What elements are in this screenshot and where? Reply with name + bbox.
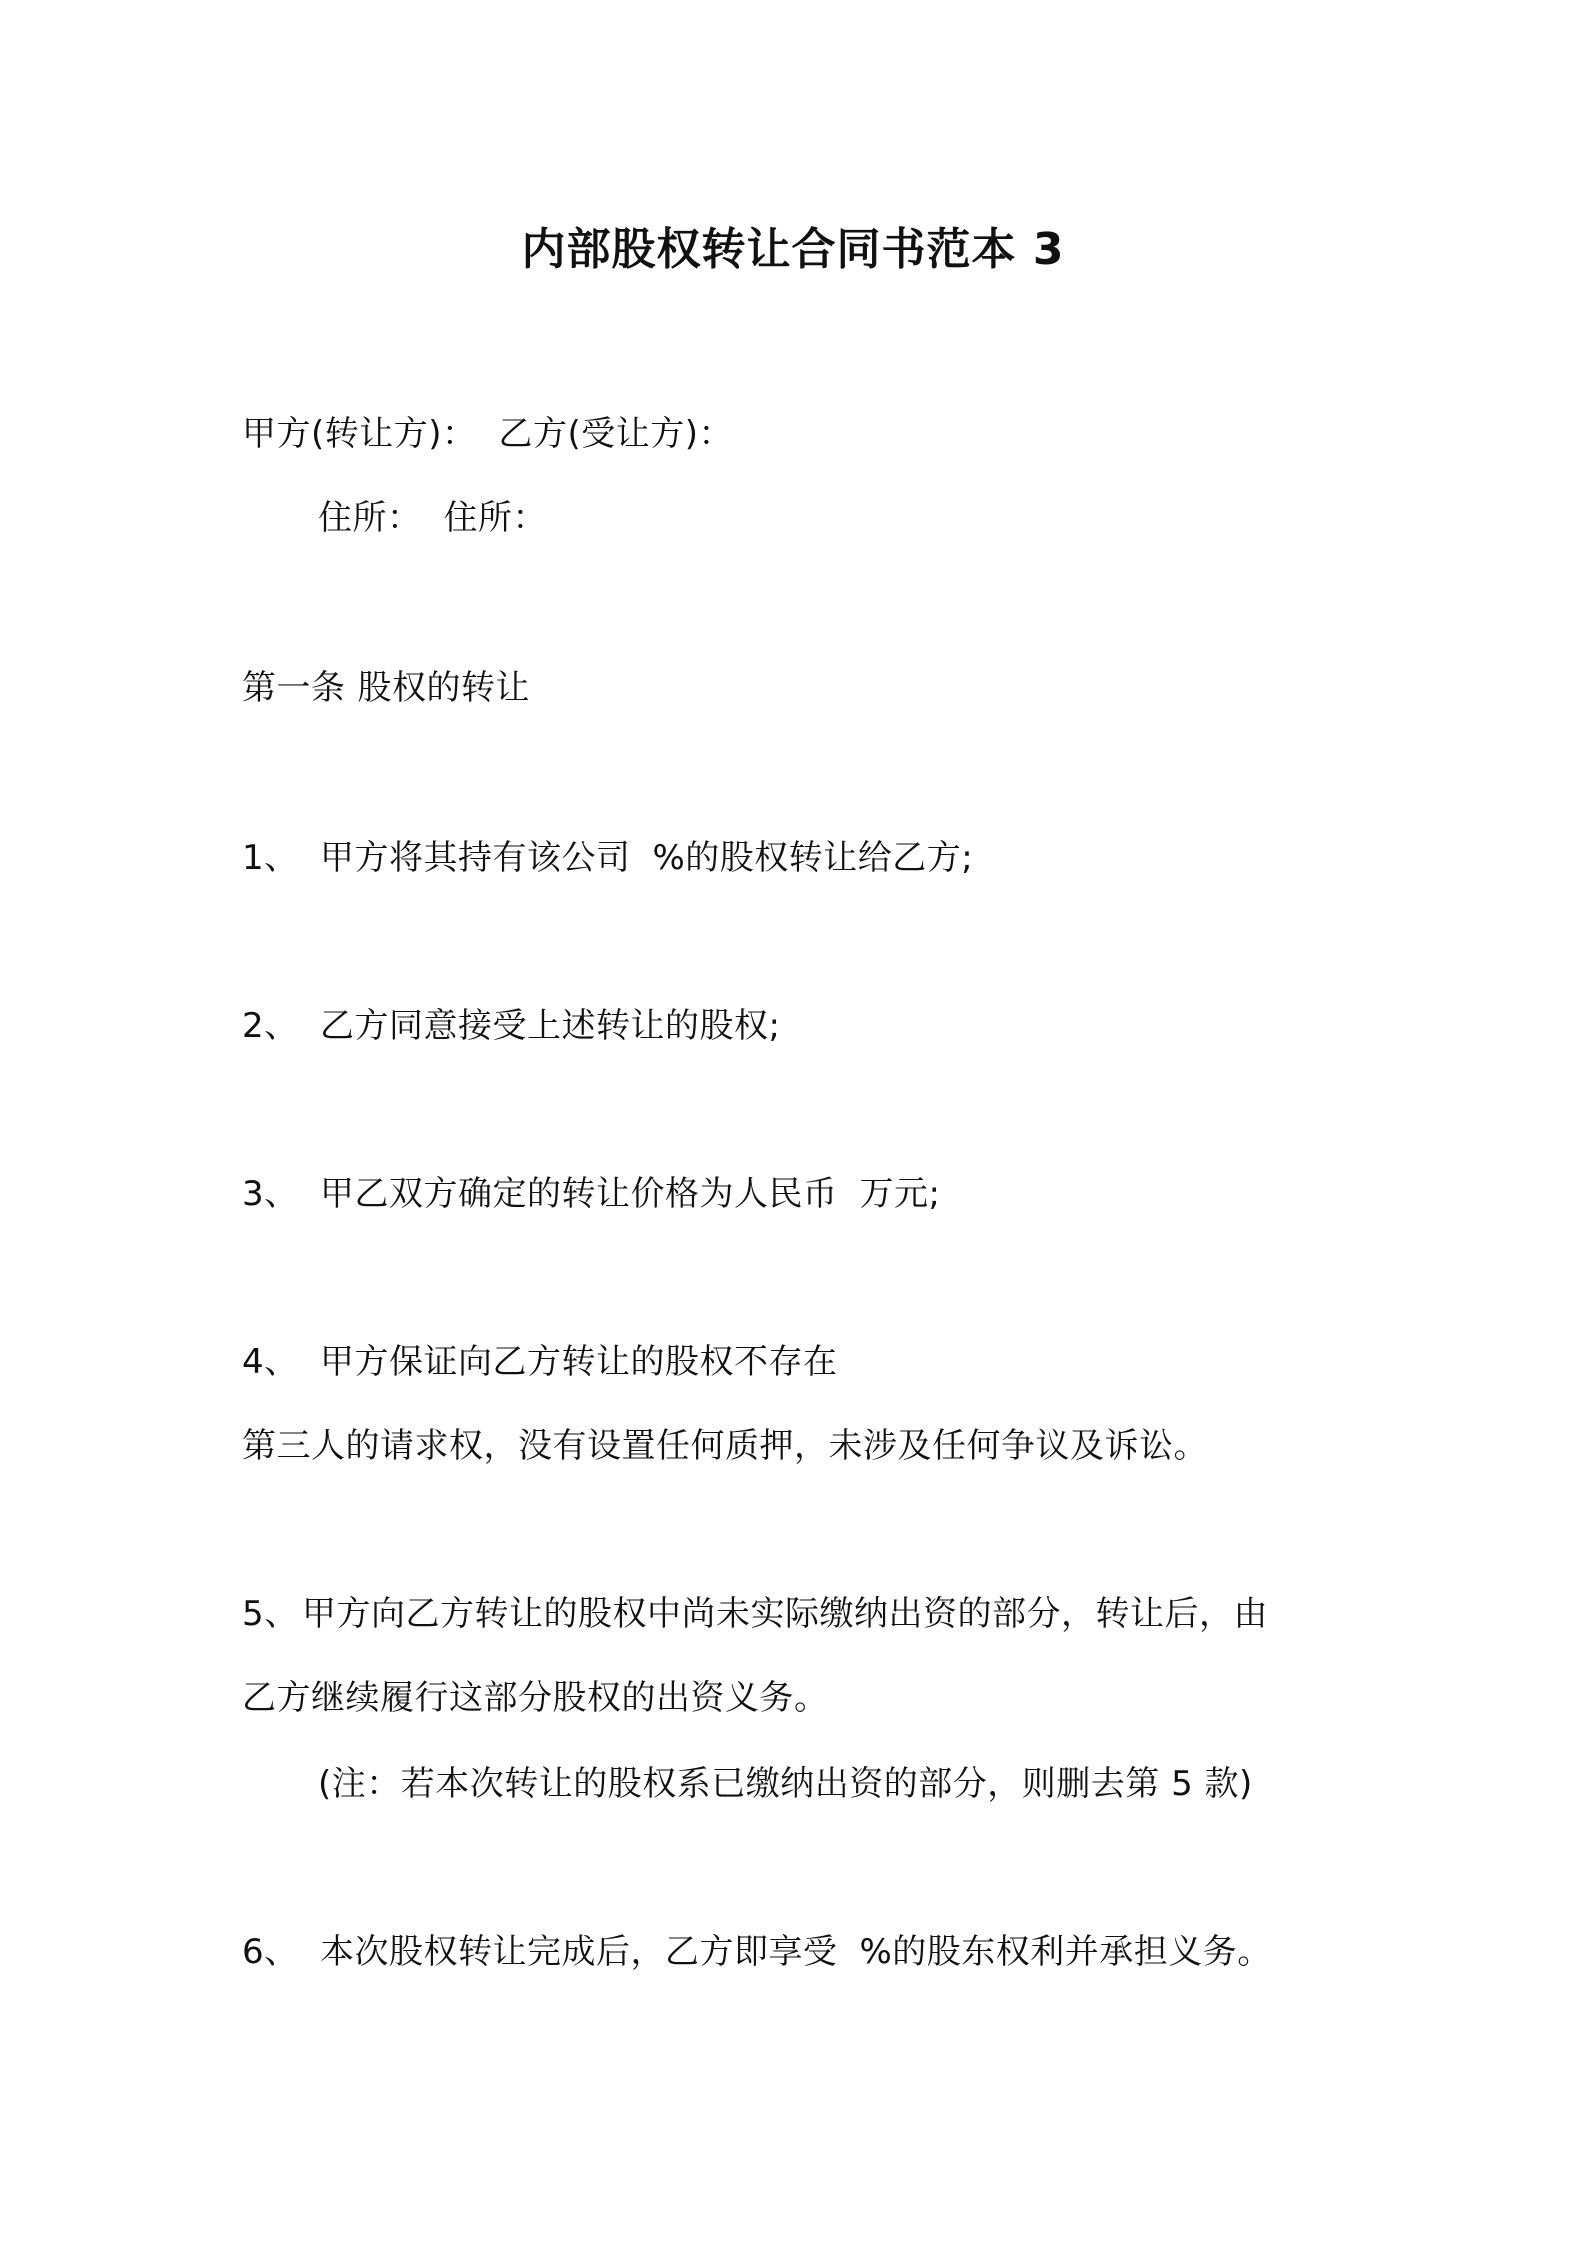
clause-text: 本次股权转让完成后，乙方即享受 (320, 1932, 838, 1972)
clause-text: 乙方同意接受上述转让的股权; (320, 1006, 781, 1046)
clause-4-continuation: 第三人的请求权，没有设置任何质押，未涉及任何争议及诉讼。 (242, 1426, 1208, 1466)
clause-number: 1、 (242, 838, 299, 878)
article-number: 第一条 (242, 668, 346, 708)
clause-3 (242, 1172, 940, 1216)
clause-number: 2、 (242, 1006, 299, 1046)
clause-number: 6、 (242, 1932, 299, 1972)
address-line (318, 496, 547, 540)
clause-1 (242, 836, 973, 880)
clause-number: 3、 (242, 1174, 299, 1214)
clause-4 (242, 1340, 838, 1384)
address-a-label: 住所： (318, 498, 422, 538)
clause-text: %的股东权利并承担义务。 (859, 1932, 1272, 1972)
article-heading (242, 666, 530, 710)
clause-6 (242, 1930, 1272, 1974)
clause-text: 甲乙双方确定的转让价格为人民币 (320, 1174, 838, 1214)
clause-2 (242, 1004, 780, 1048)
clause-text: 甲方保证向乙方转让的股权不存在 (320, 1342, 838, 1382)
party-a-label: 甲方(转让方)： (242, 414, 477, 454)
clause-text: 甲方将其持有该公司 (320, 838, 631, 878)
address-b-label: 住所： (443, 498, 547, 538)
clause-number: 5、 (242, 1594, 299, 1634)
document-title: 内部股权转让合同书范本 3 (521, 224, 1065, 275)
clause-5-continuation: 乙方继续履行这部分股权的出资义务。 (242, 1678, 829, 1718)
party-b-label: 乙方(受让方)： (498, 414, 734, 454)
clause-text: 甲方向乙方转让的股权中尚未实际缴纳出资的部分，转让后，由 (302, 1594, 1268, 1634)
article-title: 股权的转让 (357, 668, 530, 708)
clause-number: 4、 (242, 1342, 299, 1382)
clause-text: %的股权转让给乙方; (652, 838, 974, 878)
clause-5 (242, 1592, 1268, 1636)
clause-text: 万元; (859, 1174, 941, 1214)
parties-line (242, 412, 733, 456)
clause-5-note: (注：若本次转让的股权系已缴纳出资的部分，则删去第 5 款) (318, 1764, 1253, 1804)
